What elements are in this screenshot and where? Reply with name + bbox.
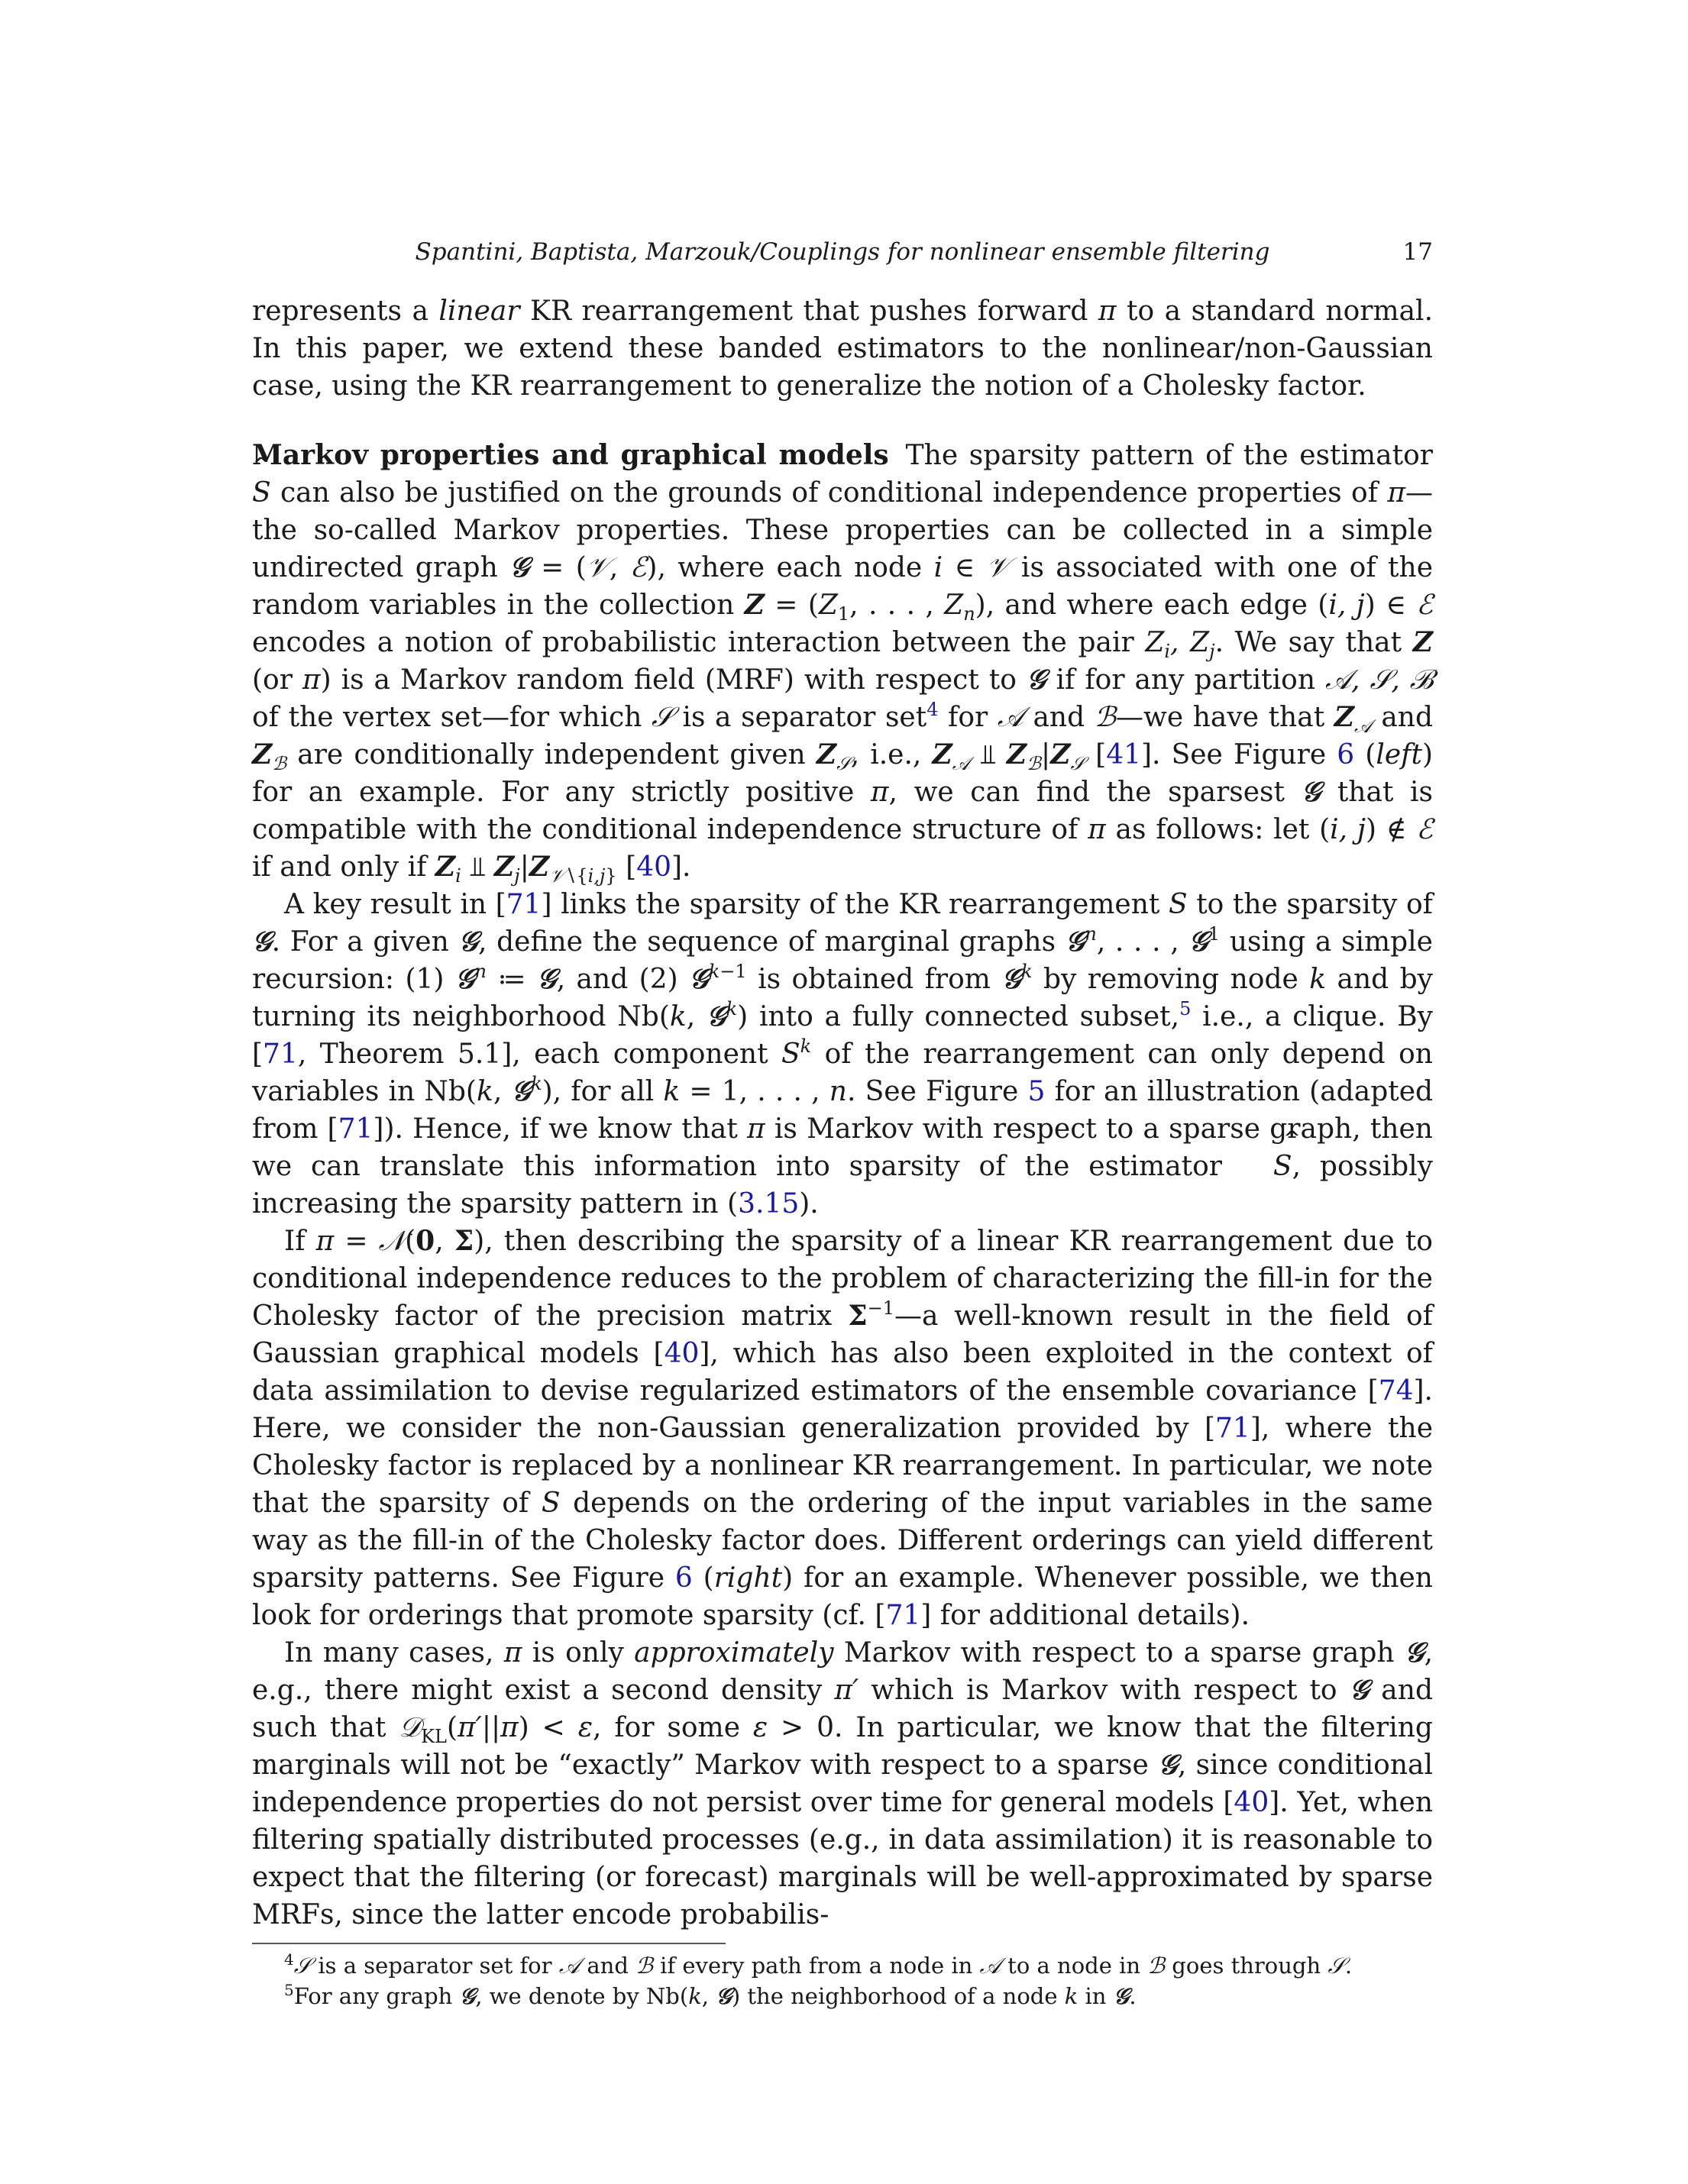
citation-link[interactable]: 71 xyxy=(338,1113,373,1145)
footnote-mark: 5 xyxy=(284,1981,294,1999)
footnote-divider xyxy=(252,1943,726,1944)
paragraph-markov-properties: Markov properties and graphical models The sparsity pattern of the estimator ˆ S can also be justified on the grounds of conditional independence properties of π—the so-called Markov properties. These properties can be collected in a simple undirected graph 𝒢 = (𝒱, ℰ), where each node i ∈ 𝒱 is associated with one of the random variables in the collection $Z = (Z_1$, . . . , $Z_n$), and where each edge (i, j) ∈ ℰ encodes a notion of probabilistic interaction between the pair $Z_i$, $Z_j$. We say that Z (or π) is a Markov random field (MRF) with respect to 𝒢 if for any partition 𝒜, 𝒮, ℬ of the vertex set—for which 𝒮 is a separator set$^4$ for 𝒜 and ℬ—we have that $Z_𝒜$ and $Z_ℬ$ are conditionally independent given $Z_𝒮$, i.e., $Z_𝒜$ ⫫ $Z_ℬ|Z_𝒮$ [41]. See Figure 6 (left) for an example. For any strictly positive π, we can find the sparsest 𝒢 that is compatible with the conditional independence structure of π as follows: let (i, j) ∉ ℰ if and only if $Z_i$ ⫫ $Z_j|Z_{𝒱∖\{i,j\}}$ [40]. xyxy=(252,437,1433,886)
running-header xyxy=(252,233,1433,271)
footnote-4: $^4$𝒮 is a separator set for 𝒜 and ℬ if every path from a node in 𝒜 to a node in ℬ goes through 𝒮. xyxy=(284,1950,1353,1979)
page-number: 17 xyxy=(1402,238,1433,266)
citation-link[interactable]: 74 xyxy=(1378,1375,1414,1407)
footnote-5: $^5$For any graph 𝒢, we denote by Nb(k, 𝒢) the neighborhood of a node k in 𝒢. xyxy=(284,1981,1137,2009)
citation-link[interactable]: 40 xyxy=(636,851,672,883)
citation-link[interactable]: 71 xyxy=(263,1039,298,1070)
footnote-mark: 4 xyxy=(284,1950,294,1969)
figure-link[interactable]: 5 xyxy=(1027,1076,1046,1107)
section-heading: Markov properties and graphical models xyxy=(252,439,889,471)
equation-link[interactable]: 3.15 xyxy=(738,1188,800,1220)
paper-page xyxy=(252,233,1433,2011)
citation-link[interactable]: 41 xyxy=(1106,739,1141,771)
body-text xyxy=(252,292,1433,1934)
paragraph-continued: represents a linear KR rearrangement that pushes forward π to a standard normal. In this paper, we extend these banded estimators to the nonlinear/non-Gaussian case, using the KR rearrangement to generalize the notion of a Cholesky factor. xyxy=(252,296,1434,402)
paragraph-approximately-markov: In many cases, π is only approximately Markov with respect to a sparse graph 𝒢, e.g., there might exist a second density π′ which is Markov with respect to 𝒢 and such that 𝒟$_{KL}$(π′||π) < ε, for some ε > 0. In particular, we know that the filtering marginals will not be “exactly” Markov with respect to a sparse 𝒢, since conditional independence properties do not persist over time for general models [40]. Yet, when filtering spatially distributed processes (e.g., in data assimilation) it is reasonable to expect that the filtering (or forecast) marginals will be well-approximated by sparse MRFs, since the latter encode probabilis- xyxy=(252,1636,1434,1930)
paragraph-gaussian-case: If π = 𝒩(0, Σ), then describing the sparsity of a linear KR rearrangement due to conditional independence reduces to the problem of characterizing the fill-in for the Cholesky factor of the precision matrix $\Sigma^{-1}—a$ well-known result in the field of Gaussian graphical models [40], which has also been exploited in the context of data assimilation to devise regularized estimators of the ensemble covariance [74]. Here, we consider the non-Gaussian generalization provided by [71], where the Cholesky factor is replaced by a nonlinear KR rearrangement. In particular, we note that the sparsity of S depends on the ordering of the input variables in the same way as the fill-in of the Cholesky factor does. Different orderings can yield different sparsity patterns. See Figure 6 (right) for an example. Whenever possible, we then look for orderings that promote sparsity (cf. [71] for additional details). xyxy=(252,1225,1434,1631)
figure-link[interactable]: 6 xyxy=(1337,739,1355,771)
citation-link[interactable]: 40 xyxy=(664,1338,700,1369)
citation-link[interactable]: 71 xyxy=(506,889,542,920)
footnote-ref-5[interactable]: 5 xyxy=(1179,998,1192,1019)
citation-link[interactable]: 71 xyxy=(885,1600,921,1631)
footnote-ref-4[interactable]: 4 xyxy=(926,699,939,720)
paragraph-key-result: A key result in [71] links the sparsity of the KR rearrangement S to the sparsity of 𝒢. For a given 𝒢, define the sequence of marginal graphs 𝒢$^n$, . . . , 𝒢$^1$ using a simple recursion: (1) 𝒢$^n$ ≔ 𝒢, and (2) 𝒢$^{k-1}$ is obtained from 𝒢$^k$ by removing node k and by turning its neighborhood Nb(k, 𝒢$^k$) into a fully connected subset,$^5$ i.e., a clique. By [71, Theorem 5.1], each component $S^k$ of the rearrangement can only depend on variables in Nb(k, 𝒢$^k$), for all k = 1, . . . , n. See Figure 5 for an illustration (adapted from [71]). Hence, if we know that π is Markov with respect to a sparse graph, then we can translate this information into sparsity of the estimator ˆ S, possibly increasing the sparsity pattern in (3.15). xyxy=(252,886,1433,1223)
figure-link[interactable]: 6 xyxy=(674,1562,693,1594)
citation-link[interactable]: 40 xyxy=(1234,1787,1269,1818)
footnotes xyxy=(252,1950,1433,2011)
running-title: Spantini, Baptista, Marzouk/Couplings for nonlinear ensemble filtering xyxy=(415,238,1270,266)
citation-link[interactable]: 71 xyxy=(1215,1413,1250,1444)
